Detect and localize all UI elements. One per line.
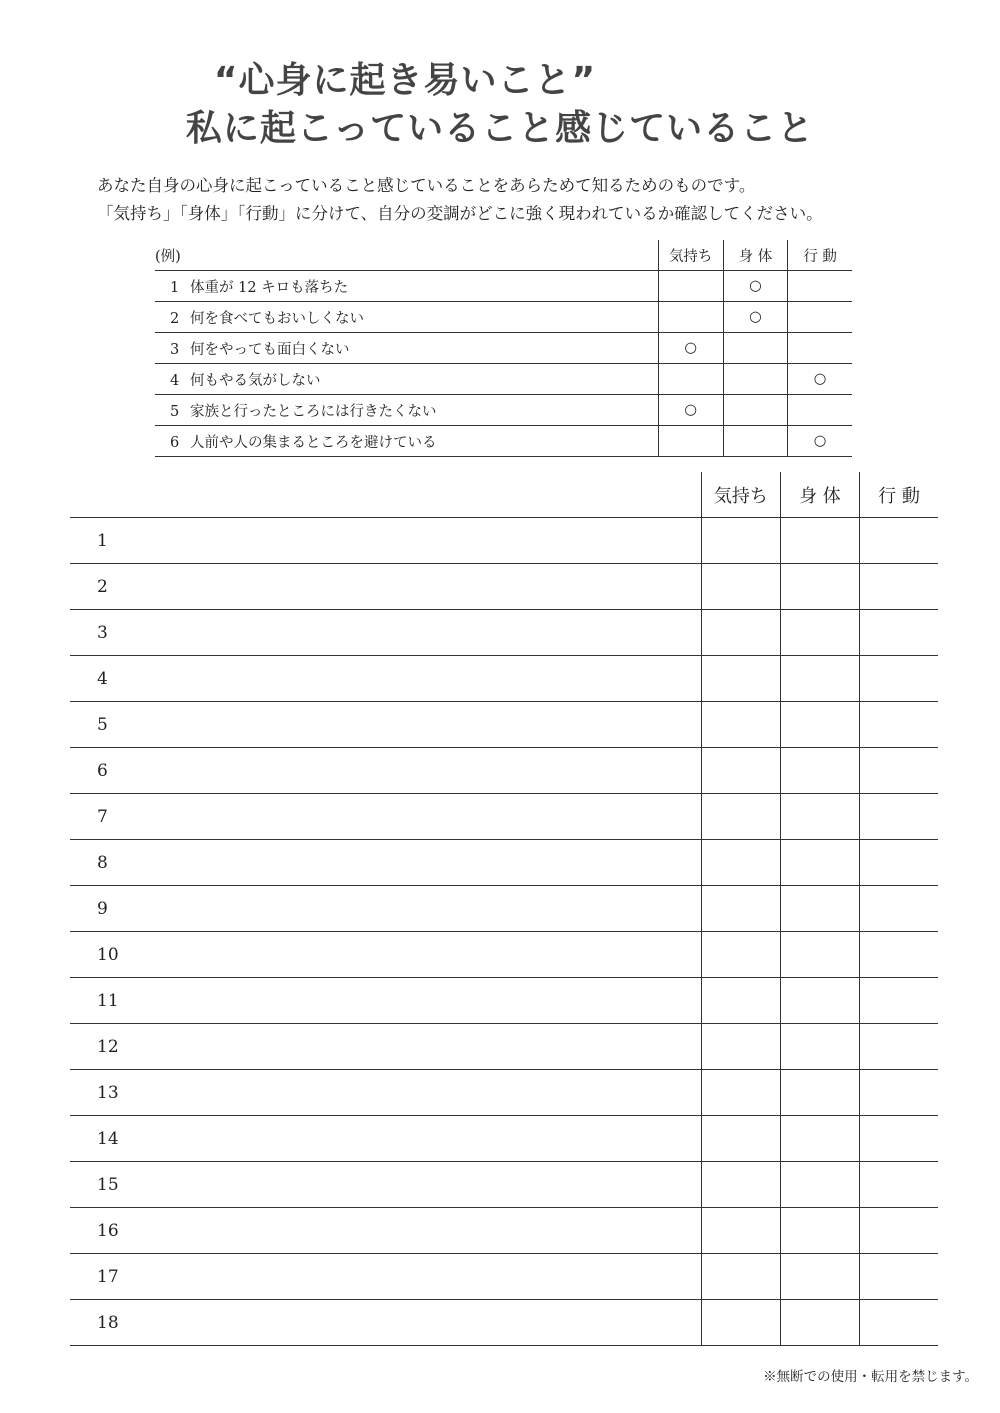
example-mark-behavior xyxy=(788,302,852,333)
example-number: 6 xyxy=(170,434,180,451)
checklist-row xyxy=(70,656,938,702)
checklist-table xyxy=(70,472,938,1346)
checklist-row-number[interactable]: 17 xyxy=(70,1254,701,1300)
checklist-cell-behavior[interactable] xyxy=(859,748,938,794)
checklist-row-number[interactable]: 14 xyxy=(70,1116,701,1162)
example-mark-behavior: ○ xyxy=(788,364,852,395)
checklist-cell-behavior[interactable] xyxy=(859,840,938,886)
checklist-row xyxy=(70,1254,938,1300)
checklist-row xyxy=(70,932,938,978)
checklist-row-number[interactable]: 4 xyxy=(70,656,701,702)
checklist-cell-behavior[interactable] xyxy=(859,564,938,610)
checklist-cell-behavior[interactable] xyxy=(859,1162,938,1208)
checklist-cell-feelings[interactable] xyxy=(701,702,780,748)
checklist-cell-body[interactable] xyxy=(780,1300,859,1346)
checklist-cell-feelings[interactable] xyxy=(701,932,780,978)
checklist-cell-body[interactable] xyxy=(780,656,859,702)
intro-text-line-2: 「気持ち」「身体」「行動」に分けて、自分の変調がどこに強く現われているか確認してください。 xyxy=(97,204,823,223)
checklist-row xyxy=(70,1024,938,1070)
checklist-cell-feelings[interactable] xyxy=(701,840,780,886)
checklist-cell-behavior[interactable] xyxy=(859,1070,938,1116)
example-col-feelings: 気持ち xyxy=(658,240,723,271)
example-number: 4 xyxy=(170,372,180,389)
example-number: 5 xyxy=(170,403,180,420)
example-question xyxy=(155,302,658,333)
example-row xyxy=(155,395,852,426)
checklist-row-number[interactable]: 1 xyxy=(70,518,701,564)
page-title-line-1: “心身に起き易いこと” xyxy=(213,60,597,101)
checklist-cell-feelings[interactable] xyxy=(701,978,780,1024)
checklist-col-behavior: 行 動 xyxy=(859,472,938,518)
checklist-cell-body[interactable] xyxy=(780,564,859,610)
checklist-cell-body[interactable] xyxy=(780,748,859,794)
example-question xyxy=(155,271,658,302)
checklist-header-row xyxy=(70,472,938,518)
example-question xyxy=(155,364,658,395)
checklist-cell-body[interactable] xyxy=(780,978,859,1024)
checklist-cell-body[interactable] xyxy=(780,1208,859,1254)
checklist-cell-behavior[interactable] xyxy=(859,518,938,564)
checklist-cell-body[interactable] xyxy=(780,1070,859,1116)
example-row xyxy=(155,364,852,395)
checklist-row xyxy=(70,1116,938,1162)
checklist-row-number[interactable]: 13 xyxy=(70,1070,701,1116)
checklist-row xyxy=(70,886,938,932)
checklist-row-number[interactable]: 3 xyxy=(70,610,701,656)
example-text: 何をやっても面白くない xyxy=(190,341,350,358)
example-mark-feelings xyxy=(658,302,723,333)
checklist-row xyxy=(70,1300,938,1346)
checklist-cell-body[interactable] xyxy=(780,840,859,886)
example-text: 何もやる気がしない xyxy=(190,372,321,389)
intro-text-line-1: あなた自身の心身に起こっていること感じていることをあらためて知るためのものです。 xyxy=(97,176,756,195)
example-mark-body: ○ xyxy=(723,302,788,333)
checklist-cell-behavior[interactable] xyxy=(859,656,938,702)
example-mark-behavior xyxy=(788,395,852,426)
checklist-cell-feelings[interactable] xyxy=(701,518,780,564)
checklist-cell-body[interactable] xyxy=(780,702,859,748)
example-table xyxy=(155,240,852,457)
checklist-cell-behavior[interactable] xyxy=(859,702,938,748)
checklist-cell-body[interactable] xyxy=(780,610,859,656)
checklist-cell-body[interactable] xyxy=(780,1162,859,1208)
checklist-row xyxy=(70,794,938,840)
checklist-cell-feelings[interactable] xyxy=(701,886,780,932)
example-text: 家族と行ったところには行きたくない xyxy=(190,403,437,420)
checklist-row-number[interactable]: 15 xyxy=(70,1162,701,1208)
checklist-cell-feelings[interactable] xyxy=(701,656,780,702)
checklist-cell-body[interactable] xyxy=(780,932,859,978)
checklist-row-number[interactable]: 2 xyxy=(70,564,701,610)
example-mark-body xyxy=(723,395,788,426)
example-mark-behavior xyxy=(788,271,852,302)
checklist-row xyxy=(70,840,938,886)
checklist-cell-body[interactable] xyxy=(780,794,859,840)
checklist-row xyxy=(70,610,938,656)
example-col-behavior: 行 動 xyxy=(788,240,852,271)
checklist-row-number[interactable]: 12 xyxy=(70,1024,701,1070)
checklist-row-number[interactable]: 9 xyxy=(70,886,701,932)
example-header-row xyxy=(155,240,852,271)
checklist-cell-feelings[interactable] xyxy=(701,1116,780,1162)
example-mark-body xyxy=(723,426,788,457)
checklist-cell-body[interactable] xyxy=(780,518,859,564)
copyright-note: ※無断での使用・転用を禁じます。 xyxy=(763,1369,978,1385)
checklist-row-number[interactable]: 5 xyxy=(70,702,701,748)
checklist-cell-feelings[interactable] xyxy=(701,1070,780,1116)
checklist-row-number[interactable]: 6 xyxy=(70,748,701,794)
checklist-row-number[interactable]: 8 xyxy=(70,840,701,886)
checklist-cell-behavior[interactable] xyxy=(859,1024,938,1070)
example-question xyxy=(155,426,658,457)
example-row xyxy=(155,271,852,302)
checklist-row-number[interactable]: 11 xyxy=(70,978,701,1024)
checklist-cell-body[interactable] xyxy=(780,1254,859,1300)
checklist-cell-feelings[interactable] xyxy=(701,748,780,794)
checklist-col-body: 身 体 xyxy=(780,472,859,518)
checklist-cell-body[interactable] xyxy=(780,886,859,932)
example-text: 何を食べてもおいしくない xyxy=(190,310,364,327)
checklist-cell-feelings[interactable] xyxy=(701,1162,780,1208)
checklist-cell-body[interactable] xyxy=(780,1116,859,1162)
example-row xyxy=(155,302,852,333)
checklist-cell-feelings[interactable] xyxy=(701,564,780,610)
example-number: 3 xyxy=(170,341,180,358)
checklist-cell-feelings[interactable] xyxy=(701,1208,780,1254)
checklist-row xyxy=(70,748,938,794)
example-mark-feelings: ○ xyxy=(658,333,723,364)
checklist-cell-body[interactable] xyxy=(780,1024,859,1070)
checklist-row-number[interactable]: 7 xyxy=(70,794,701,840)
example-text: 人前や人の集まるところを避けている xyxy=(190,434,437,451)
checklist-cell-behavior[interactable] xyxy=(859,794,938,840)
example-question xyxy=(155,395,658,426)
checklist-row-number[interactable]: 18 xyxy=(70,1300,701,1346)
example-number: 2 xyxy=(170,310,180,327)
checklist-cell-behavior[interactable] xyxy=(859,978,938,1024)
checklist-row xyxy=(70,1208,938,1254)
example-label: (例) xyxy=(155,240,658,271)
checklist-header-blank xyxy=(70,472,701,518)
checklist-row-number[interactable]: 16 xyxy=(70,1208,701,1254)
checklist-cell-feelings[interactable] xyxy=(701,610,780,656)
checklist-cell-feelings[interactable] xyxy=(701,1300,780,1346)
checklist-col-feelings: 気持ち xyxy=(701,472,780,518)
example-mark-feelings: ○ xyxy=(658,395,723,426)
example-mark-feelings xyxy=(658,364,723,395)
checklist-cell-feelings[interactable] xyxy=(701,1254,780,1300)
example-mark-body xyxy=(723,333,788,364)
checklist-cell-feelings[interactable] xyxy=(701,1024,780,1070)
example-row xyxy=(155,333,852,364)
example-row xyxy=(155,426,852,457)
example-number: 1 xyxy=(170,279,180,296)
checklist-row xyxy=(70,564,938,610)
checklist-row-number[interactable]: 10 xyxy=(70,932,701,978)
checklist-cell-behavior[interactable] xyxy=(859,1116,938,1162)
example-col-body: 身 体 xyxy=(723,240,788,271)
page-title-line-2: 私に起こっていること感じていること xyxy=(185,108,815,149)
example-question xyxy=(155,333,658,364)
checklist-row xyxy=(70,978,938,1024)
example-mark-behavior: ○ xyxy=(788,426,852,457)
checklist-row xyxy=(70,1162,938,1208)
example-mark-feelings xyxy=(658,426,723,457)
example-mark-body xyxy=(723,364,788,395)
checklist-cell-behavior[interactable] xyxy=(859,1254,938,1300)
example-mark-body: ○ xyxy=(723,271,788,302)
checklist-row xyxy=(70,1070,938,1116)
checklist-cell-feelings[interactable] xyxy=(701,794,780,840)
checklist-row xyxy=(70,518,938,564)
example-mark-behavior xyxy=(788,333,852,364)
checklist-cell-behavior[interactable] xyxy=(859,1208,938,1254)
checklist-cell-behavior[interactable] xyxy=(859,886,938,932)
checklist-cell-behavior[interactable] xyxy=(859,932,938,978)
example-text: 体重が 12 キロも落ちた xyxy=(190,279,349,296)
checklist-cell-behavior[interactable] xyxy=(859,1300,938,1346)
example-mark-feelings xyxy=(658,271,723,302)
checklist-cell-behavior[interactable] xyxy=(859,610,938,656)
checklist-row xyxy=(70,702,938,748)
